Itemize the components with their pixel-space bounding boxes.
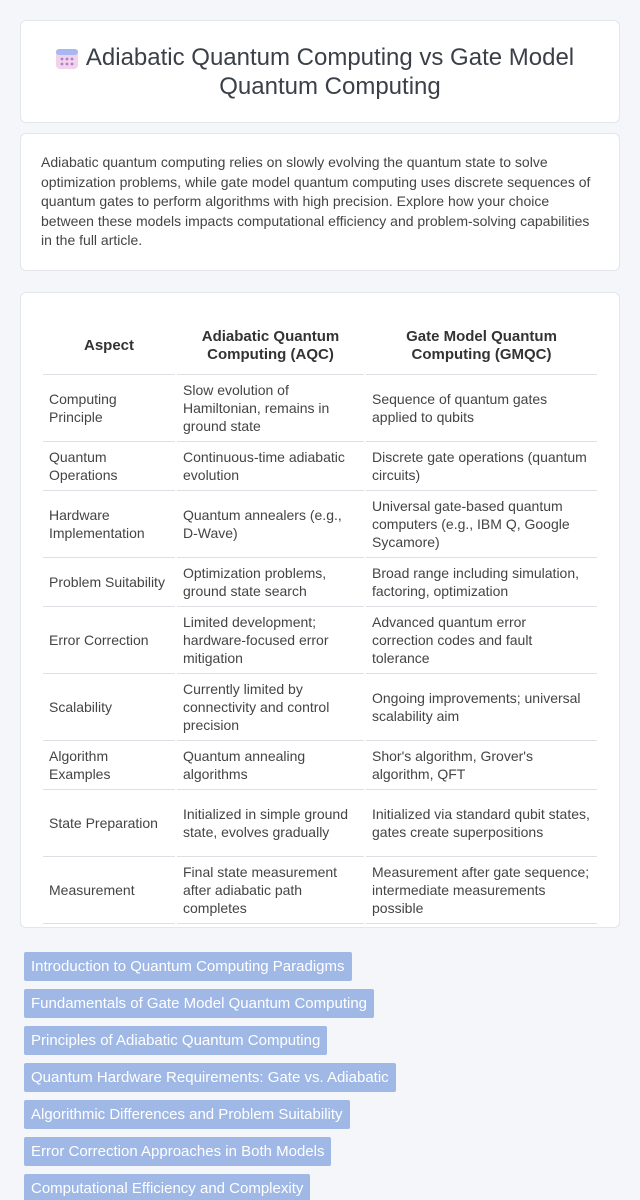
cell-aqc: Quantum annealing algorithms: [177, 741, 364, 790]
cell-gmqc: Discrete gate operations (quantum circuits): [366, 442, 597, 491]
table-row: [43, 674, 597, 741]
comparison-card: [20, 292, 620, 928]
cell-aspect: Computing Principle: [43, 375, 175, 442]
cell-aspect: Error Correction: [43, 607, 175, 674]
cell-aspect: Measurement: [43, 857, 175, 924]
related-link[interactable]: Algorithmic Differences and Problem Suitability: [24, 1100, 350, 1129]
related-link[interactable]: Error Correction Approaches in Both Models: [24, 1137, 331, 1166]
cell-gmqc: Shor's algorithm, Grover's algorithm, QFT: [366, 741, 597, 790]
cell-aqc: Optimization problems, ground state search: [177, 558, 364, 607]
cell-aspect: Quantum Operations: [43, 442, 175, 491]
table-row: [43, 375, 597, 442]
cell-aqc: Currently limited by connectivity and control precision: [177, 674, 364, 741]
cell-aqc: Initialized in simple ground state, evolves gradually: [177, 790, 364, 857]
related-link[interactable]: Quantum Hardware Requirements: Gate vs. Adiabatic: [24, 1063, 396, 1092]
cell-gmqc: Advanced quantum error correction codes and fault tolerance: [366, 607, 597, 674]
table-row: [43, 741, 597, 790]
cell-aqc: Final state measurement after adiabatic path completes: [177, 857, 364, 924]
cell-aspect: State Preparation: [43, 790, 175, 857]
intro-card: [20, 133, 620, 271]
cell-gmqc: Measurement after gate sequence; intermediate measurements possible: [366, 857, 597, 924]
cell-aqc: Quantum annealers (e.g., D-Wave): [177, 491, 364, 558]
related-link[interactable]: Principles of Adiabatic Quantum Computing: [24, 1026, 327, 1055]
header-aqc: Adiabatic Quantum Computing (AQC): [177, 313, 364, 375]
table-row: [43, 790, 597, 857]
table-row: [43, 857, 597, 924]
table-header-row: [43, 313, 597, 375]
cell-aqc: Slow evolution of Hamiltonian, remains in ground state: [177, 375, 364, 442]
related-link[interactable]: Fundamentals of Gate Model Quantum Computing: [24, 989, 374, 1018]
cell-aspect: Problem Suitability: [43, 558, 175, 607]
table-row: [43, 558, 597, 607]
cell-aqc: Continuous-time adiabatic evolution: [177, 442, 364, 491]
table-row: [43, 607, 597, 674]
cell-gmqc: Sequence of quantum gates applied to qubits: [366, 375, 597, 442]
cell-gmqc: Initialized via standard qubit states, gates create superpositions: [366, 790, 597, 857]
header-gmqc: Gate Model Quantum Computing (GMQC): [366, 313, 597, 375]
table-row: [43, 491, 597, 558]
cell-aspect: Hardware Implementation: [43, 491, 175, 558]
cell-gmqc: Broad range including simulation, factoring, optimization: [366, 558, 597, 607]
cell-gmqc: Ongoing improvements; universal scalability aim: [366, 674, 597, 741]
page-title: Adiabatic Quantum Computing vs Gate Model Quantum Computing: [85, 44, 575, 100]
header-aspect: Aspect: [43, 313, 175, 375]
table-row: [43, 442, 597, 491]
intro-text: Adiabatic quantum computing relies on slowly evolving the quantum state to solve optimization problems, while gate model quantum computing uses discrete sequences of quantum gates to perform algorithms with high precision. Explore how your choice between these models impacts computational efficiency and problem-solving capabilities in the full article.: [41, 154, 591, 248]
header-card: [20, 20, 620, 123]
related-link[interactable]: Introduction to Quantum Computing Paradigms: [24, 952, 352, 981]
comparison-table: [41, 313, 599, 924]
cell-gmqc: Universal gate-based quantum computers (e.g., IBM Q, Google Sycamore): [366, 491, 597, 558]
related-link[interactable]: Computational Efficiency and Complexity: [24, 1174, 310, 1200]
cell-aqc: Limited development; hardware-focused error mitigation: [177, 607, 364, 674]
cell-aspect: Scalability: [43, 674, 175, 741]
cell-aspect: Algorithm Examples: [43, 741, 175, 790]
